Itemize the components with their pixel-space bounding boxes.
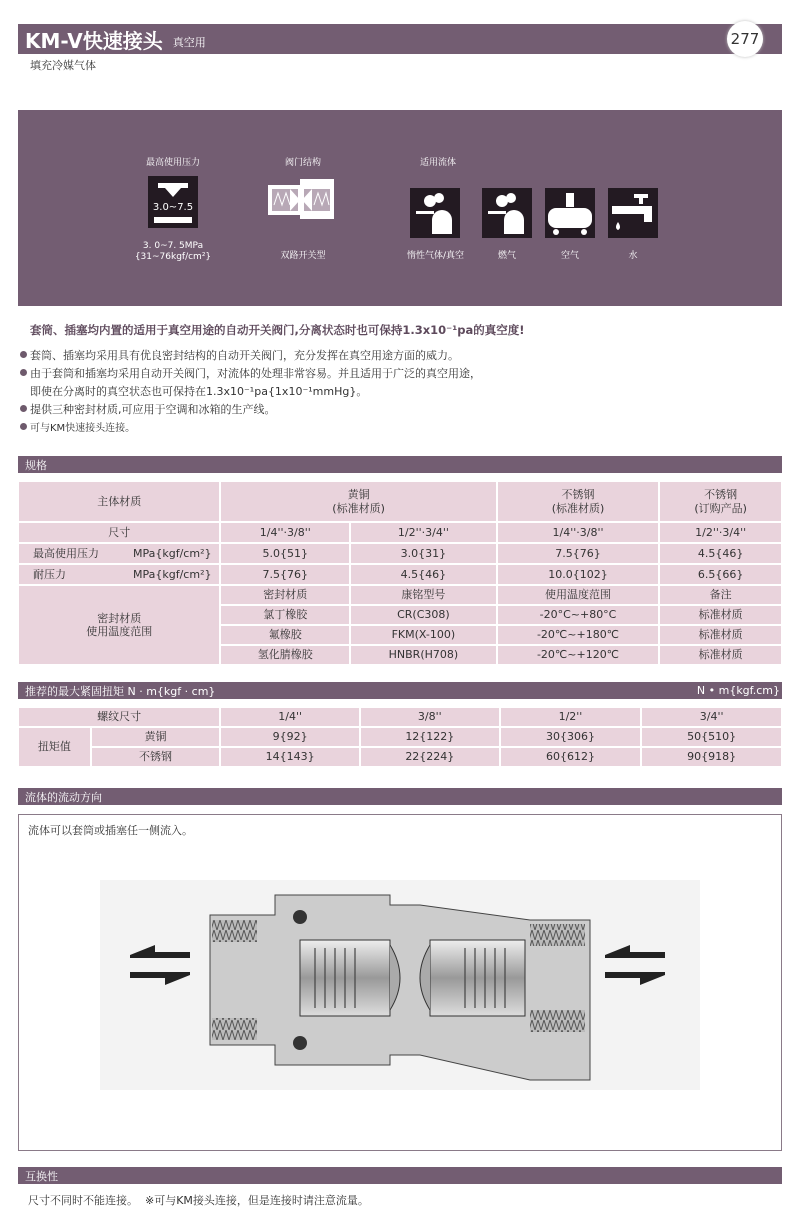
cell: 30{306} <box>500 727 642 747</box>
torque-unit: N • m{kgf.cm} <box>696 684 780 697</box>
cell: 22{224} <box>360 747 500 767</box>
fluid-label: 适用流体 <box>419 158 456 168</box>
pressure-label: 最高使用压力 <box>145 158 200 168</box>
bullet-item <box>20 365 481 381</box>
cell: 氟橡胶 <box>220 625 350 645</box>
fluid-item-label: 空气 <box>560 251 579 261</box>
cell: 3/4'' <box>641 707 782 727</box>
cell: -20°C~+80°C <box>497 605 660 625</box>
material-brass: 黄铜 (标准材质) <box>220 481 496 522</box>
cell: 密封材质 <box>220 585 350 605</box>
feature-panel <box>18 110 782 306</box>
coupling-cross-section-diagram <box>100 860 700 1114</box>
valve-value: 双路开关型 <box>280 251 326 261</box>
cell: 康铭型号 <box>350 585 497 605</box>
table-row <box>18 707 782 727</box>
cell: 氢化腈橡胶 <box>220 645 350 665</box>
material-stainless-order: 不锈钢 (订购产品) <box>659 481 782 522</box>
inert-gas-icon <box>410 188 460 238</box>
section-torque-header <box>18 682 782 699</box>
bullet-item <box>20 347 459 363</box>
cell: 标准材质 <box>659 625 782 645</box>
table-row <box>18 585 782 605</box>
cell: 6.5{66} <box>659 564 782 585</box>
cell: 4.5{46} <box>659 543 782 564</box>
table-row <box>18 543 782 564</box>
table-row <box>18 481 782 522</box>
title-bar <box>18 24 782 54</box>
proof-pressure-label: 耐压力 MPa{kgf/cm²} <box>18 564 220 585</box>
page-title: KM-V快速接头 <box>25 28 163 53</box>
cell: 14{143} <box>220 747 360 767</box>
section-interchange-header: 互换性 <box>18 1167 782 1184</box>
torque-table <box>17 706 783 768</box>
cell: 10.0{102} <box>497 564 660 585</box>
double-valve-icon <box>266 175 336 229</box>
size-label: 尺寸 <box>18 522 220 543</box>
cell: 1/2'' <box>500 707 642 727</box>
table-row <box>18 727 782 747</box>
cell: 3.0{31} <box>350 543 497 564</box>
svg-text:3.0~7.5: 3.0~7.5 <box>152 202 194 213</box>
fluid-item-label: 惰性气体/真空 <box>406 251 465 261</box>
bullet-item <box>20 401 276 417</box>
cell: 氯丁橡胶 <box>220 605 350 625</box>
interchange-text: 尺寸不同时不能连接。 ※可与KM接头连接，但是连接时请注意流量。 <box>28 1194 369 1207</box>
air-compressor-icon <box>545 188 595 238</box>
cell: 50{510} <box>641 727 782 747</box>
section-flow-header: 流体的流动方向 <box>18 788 782 805</box>
body-material-label: 主体材质 <box>18 481 220 522</box>
title-tag: 真空用 <box>172 35 206 49</box>
table-row <box>18 564 782 585</box>
fluid-item-label: 水 <box>628 251 638 261</box>
flow-text: 流体可以套筒或插塞任一侧流入。 <box>28 824 193 837</box>
headline: 套筒、插塞均内置的适用于真空用途的自动开关阀门,分离状态时也可保持1.3x10⁻¹pa的真空度! <box>30 323 525 337</box>
cell: 1/4''·3/8'' <box>497 522 660 543</box>
thread-label: 螺纹尺寸 <box>18 707 220 727</box>
pressure-value <box>133 241 213 263</box>
bullet-continuation: 即使在分离时的真空状态也可保持在1.3x10⁻¹pa{1x10⁻¹mmHg}。 <box>30 385 368 398</box>
water-tap-icon <box>608 188 658 238</box>
pressure-icon <box>148 176 198 228</box>
bullet-text: 由于套筒和插塞均采用自动开关阀门，对流体的处理非常容易。并且适用于广泛的真空用途， <box>30 367 481 380</box>
cell: 备注 <box>659 585 782 605</box>
fuel-gas-icon <box>482 188 532 238</box>
spec-table <box>17 480 783 666</box>
cell: 12{122} <box>360 727 500 747</box>
cell: CR(C308) <box>350 605 497 625</box>
table-row <box>18 747 782 767</box>
torque-value-label: 扭矩值 <box>18 727 91 767</box>
bullet-item <box>20 419 135 434</box>
pressure-kgf: {31~76kgf/cm²} <box>134 251 212 262</box>
page-number: 277 <box>727 21 763 57</box>
pressure-mpa: 3. 0~7. 5MPa <box>142 241 204 251</box>
cell: FKM(X-100) <box>350 625 497 645</box>
cell: HNBR(H708) <box>350 645 497 665</box>
cell: 1/4'' <box>220 707 360 727</box>
bullet-text: 可与KM快速接头连接。 <box>30 423 136 434</box>
cell: 1/2''·3/4'' <box>350 522 497 543</box>
cell: 3/8'' <box>360 707 500 727</box>
cell: 1/4''·3/8'' <box>220 522 350 543</box>
cell: 4.5{46} <box>350 564 497 585</box>
cell: -20℃~+120℃ <box>497 645 660 665</box>
bullet-text: 套筒、插塞均采用具有优良密封结构的自动开关阀门，充分发挥在真空用途方面的威力。 <box>30 349 459 362</box>
cell: 90{918} <box>641 747 782 767</box>
subtitle: 填充冷媒气体 <box>30 59 96 72</box>
fluid-item-label: 燃气 <box>497 251 516 261</box>
seal-label: 密封材质 使用温度范围 <box>18 585 220 665</box>
material-stainless: 不锈钢 (标准材质) <box>497 481 660 522</box>
cell: -20℃~+180℃ <box>497 625 660 645</box>
cell: 黄铜 <box>91 727 221 747</box>
cell: 使用温度范围 <box>497 585 660 605</box>
cell: 7.5{76} <box>497 543 660 564</box>
cell: 5.0{51} <box>220 543 350 564</box>
section-spec-header: 规格 <box>18 456 782 473</box>
cell: 标准材质 <box>659 645 782 665</box>
table-row <box>18 522 782 543</box>
cell: 9{92} <box>220 727 360 747</box>
cell: 7.5{76} <box>220 564 350 585</box>
cell: 1/2''·3/4'' <box>659 522 782 543</box>
cell: 60{612} <box>500 747 642 767</box>
cell: 不锈钢 <box>91 747 221 767</box>
torque-title: 推荐的最大紧固扭矩 N · m{kgf · cm} <box>25 684 216 698</box>
max-pressure-label: 最高使用压力 MPa{kgf/cm²} <box>18 543 220 564</box>
cell: 标准材质 <box>659 605 782 625</box>
bullet-text: 提供三种密封材质,可应用于空调和冰箱的生产线。 <box>30 403 276 416</box>
valve-label: 阀门结构 <box>284 158 321 168</box>
